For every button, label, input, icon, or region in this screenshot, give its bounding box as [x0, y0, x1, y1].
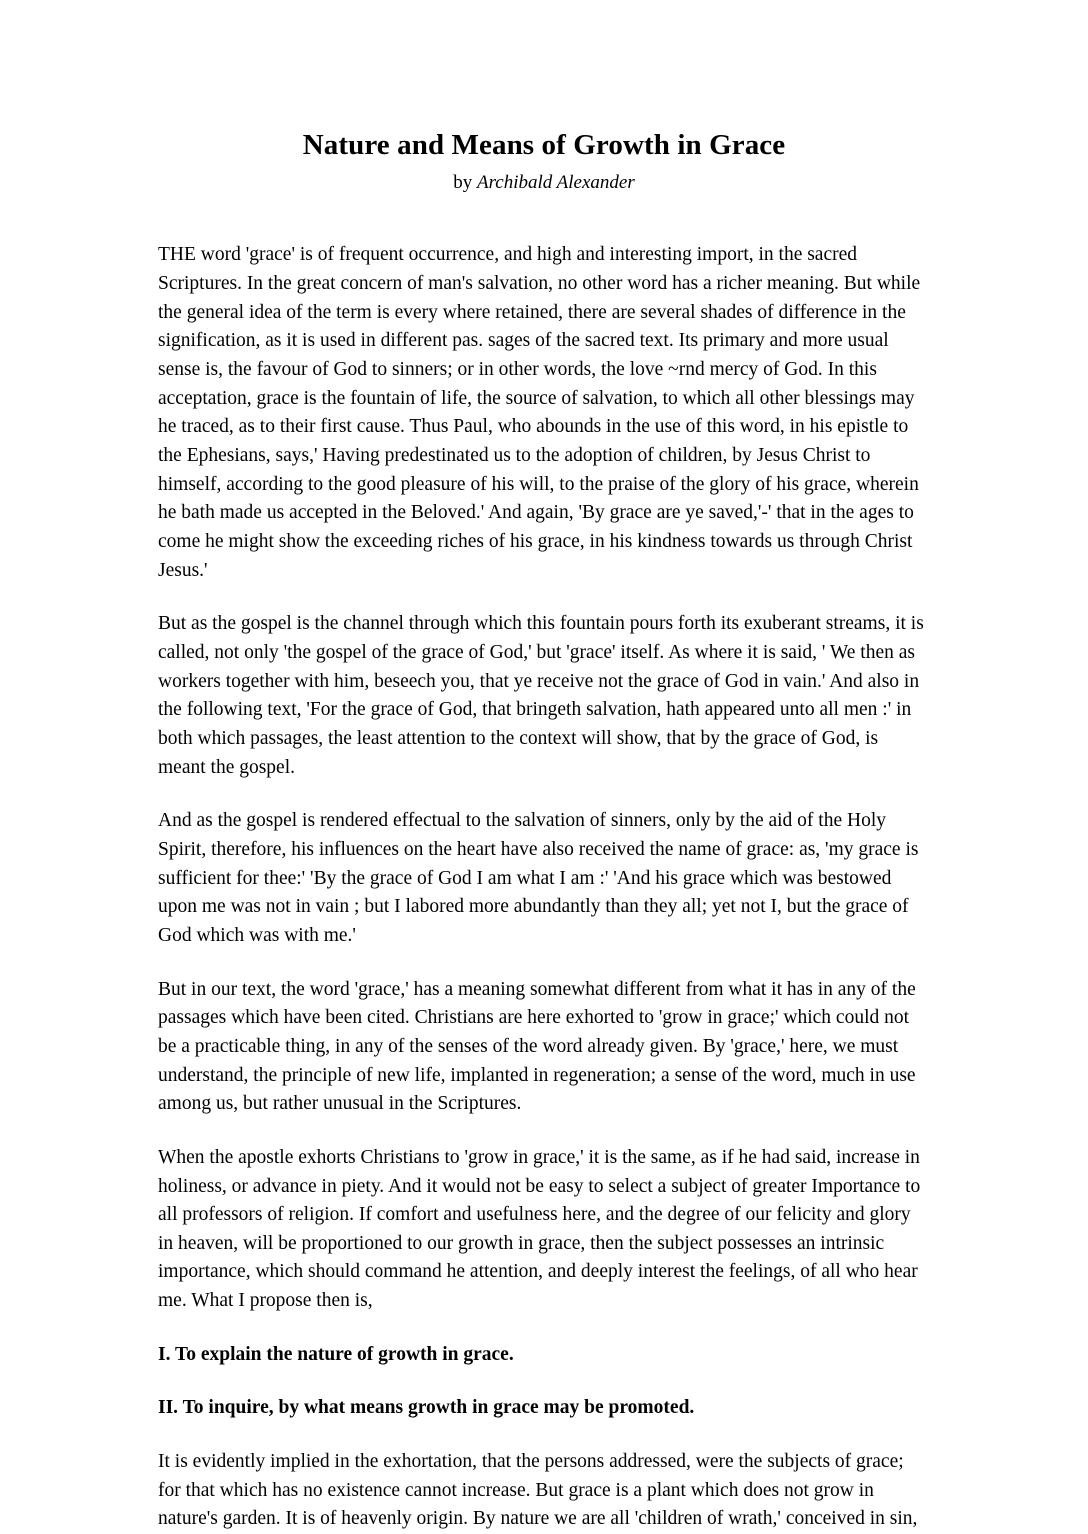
- byline-prefix: by: [453, 171, 477, 193]
- page-title: Nature and Means of Growth in Grace: [302, 129, 786, 161]
- paragraph: THE word 'grace' is of frequent occurrence, and high and interesting import, in the sacred Scriptures. In the great concern of man's salvation, no other word has a richer meaning. But while the general idea of the term is every where retained, there are several shades of difference in the signification, as it is used in different pas. sages of the sacred text. Its primary and more usual sense is, the favour of God to sinners; or in other words, the love ~rnd mercy of God. In this acceptation, grace is the fountain of life, the source of salvation, to which all other blessings may he traced, as to their first cause. Thus Paul, who abounds in the use of this word, in his epistle to the Ephesians, says,' Having predestinated us to the adoption of children, by Jesus Christ to himself, according to the good pleasure of his will, to the praise of the glory of his grace, wherein he bath made us accepted in the Beloved.' And again, 'By grace are ye saved,'-' that in the ages to come he might show the exceeding riches of his grace, in his kindness towards us through Christ Jesus.': [158, 244, 921, 581]
- byline: [158, 171, 930, 196]
- author-name: Archibald Alexander: [476, 171, 635, 193]
- section-heading-one: I. To explain the nature of growth in grace.: [158, 1343, 514, 1365]
- paragraph: And as the gospel is rendered effectual to the salvation of sinners, only by the aid of the Holy Spirit, therefore, his influences on the heart have also received the name of grace: as, 'my grace is sufficient for thee:' 'By the grace of God I am what I am :' 'And his grace which was bestowed upon me was not in vain ; but I labored more abundantly than they all; yet not I, but the grace of God which was with me.': [158, 810, 919, 946]
- section-heading-two: II. To inquire, by what means growth in grace may be promoted.: [158, 1397, 695, 1419]
- paragraph: But as the gospel is the channel through which this fountain pours forth its exuberant streams, it is called, not only 'the gospel of the grace of God,' but 'grace' itself. As where it is said, ' We then as workers together with him, beseech you, that ye receive not the grace of God in vain.' And also in the following text, 'For the grace of God, that bringeth salvation, hath appeared unto all men :' in both which passages, the least attention to the context will show, that by the grace of God, is meant the gospel.: [158, 613, 924, 778]
- paragraph: But in our text, the word 'grace,' has a meaning somewhat different from what it has in any of the passages which have been cited. Christians are here exhorted to 'grow in grace;' which could not be a practicable thing, in any of the senses of the word already given. By 'grace,' here, we must understand, the principle of new life, implanted in regeneration; a sense of the word, much in use among us, but rather unusual in the Scriptures.: [158, 978, 916, 1115]
- paragraph: When the apostle exhorts Christians to 'grow in grace,' it is the same, as if he had said, increase in holiness, or advance in piety. And it would not be easy to select a subject of greater Importance to all professors of religion. If comfort and usefulness here, and the degree of our felicity and glory in heaven, will be proportioned to our growth in grace, then the subject possesses an intrinsic importance, which should command he attention, and deeply interest the feelings, of all who hear me. What I propose then is,: [158, 1146, 921, 1312]
- paragraph: It is evidently implied in the exhortation, that the persons addressed, were the subjects of grace; for that which has no existence cannot increase. But grace is a plant which does not grow in nature's garden. It is of heavenly origin. By nature we are all 'children of wrath,' conceived in sin,: [158, 1451, 918, 1530]
